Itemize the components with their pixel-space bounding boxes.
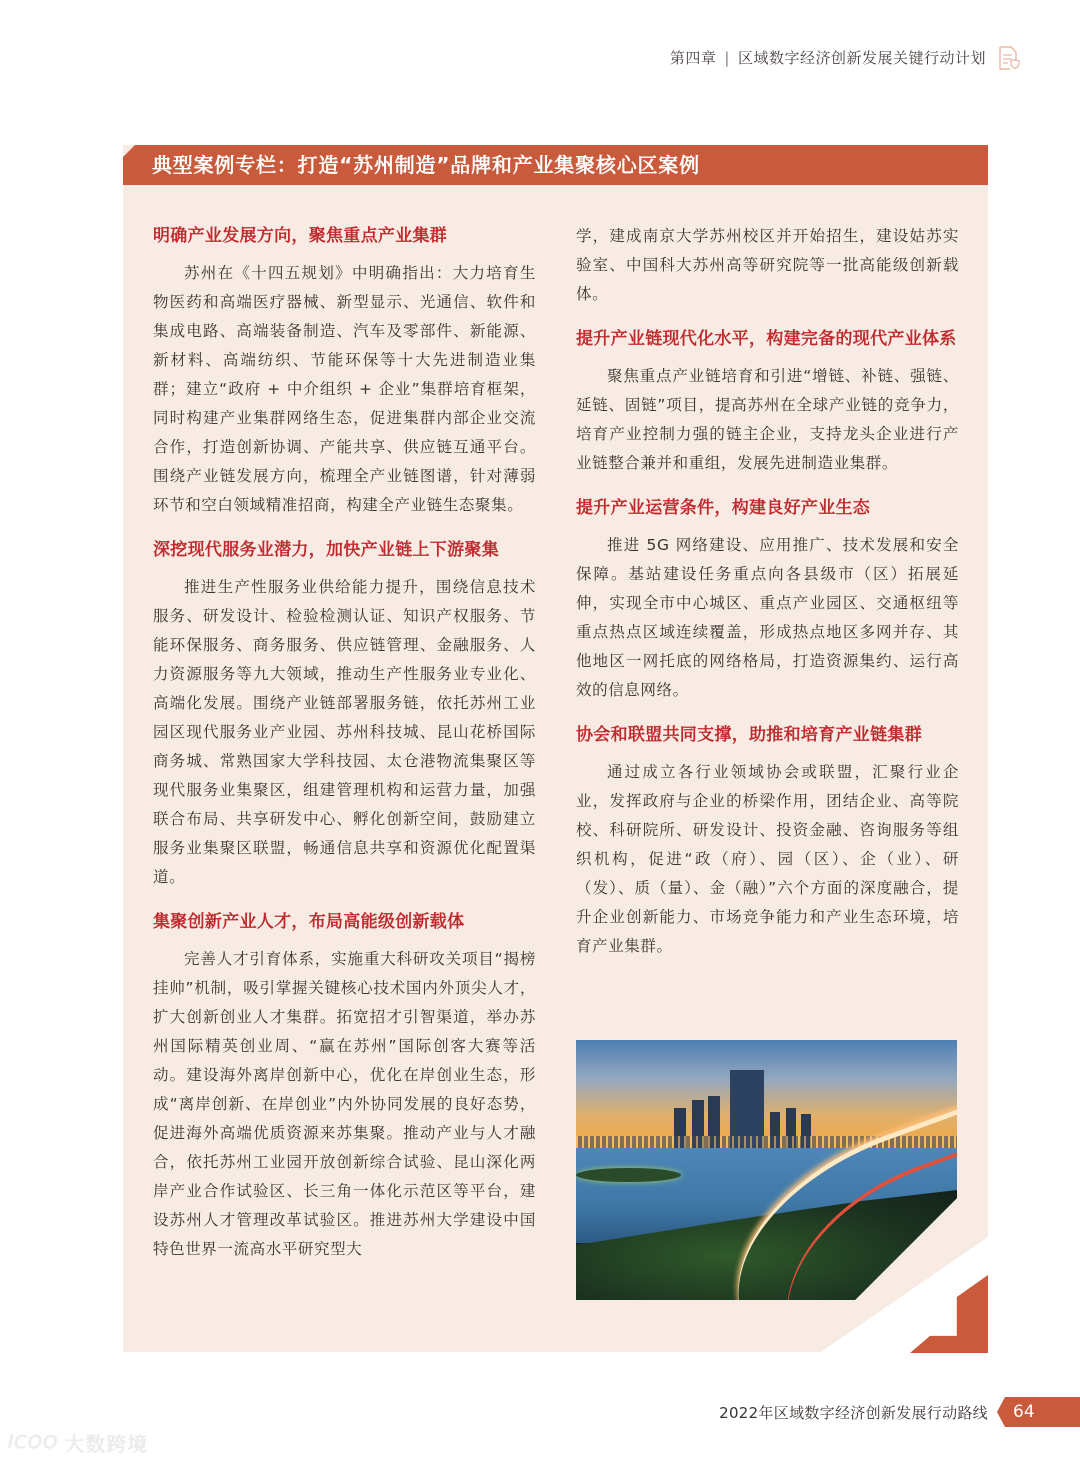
corner-chevron-decoration <box>910 1275 988 1353</box>
section-heading: 协会和联盟共同支撑，助推和培育产业链集群 <box>576 725 922 745</box>
section-heading: 提升产业链现代化水平，构建完备的现代产业体系 <box>576 329 957 349</box>
section-body: 聚焦重点产业链培育和引进“增链、补链、强链、延链、固链”项目，提高苏州在全球产业链的竞争力，培育产业控制力强的链主企业，支持龙头企业进行产业链整合兼并和重组，发展先进制造业集群。 <box>576 367 959 472</box>
watermark-logo-icon: ICOO <box>8 1432 59 1453</box>
section-heading: 明确产业发展方向，聚焦重点产业集群 <box>153 226 448 246</box>
section-body: 推进生产性服务业供给能力提升，围绕信息技术服务、研发设计、检验检测认证、知识产权服务、节能环保服务、商务服务、供应链管理、金融服务、人力资源服务等九大领域，推动生产性服务业专业化、高端化发展。围绕产业链部署服务链，依托苏州工业园区现代服务业产业园、苏州科技城、昆山花桥国际商务城、常熟国家大学科技园、太仓港物流集聚区等现代服务业集聚区，组建管理机构和运营力量，加强联合布局、共享研发中心、孵化创新空间，鼓励建立服务业集聚区联盟，畅通信息共享和资源优化配置渠道。 <box>153 578 536 886</box>
section-heading: 集聚创新产业人才，布局高能级创新载体 <box>153 912 465 932</box>
page-number-tab <box>997 1397 1080 1427</box>
footer-title: 2022年区域数字经济创新发展行动路线 <box>719 1404 988 1422</box>
section-body: 推进 5G 网络建设、应用推广、技术发展和安全保障。基站建设任务重点向各县级市（区）拓展延伸，实现全市中心城区、重点产业园区、交通枢纽等重点热点区域连续覆盖，形成热点地区多网并存、其他地区一网托底的网络格局，打造资源集约、运行高效的信息网络。 <box>576 536 959 699</box>
section-heading: 提升产业运营条件，构建良好产业生态 <box>576 498 871 518</box>
header-separator: | <box>724 48 730 67</box>
page-number: 64 <box>1013 1402 1035 1422</box>
section-heading: 深挖现代服务业潜力，加快产业链上下游聚集 <box>153 540 499 560</box>
case-study-title: 典型案例专栏：打造“苏州制造”品牌和产业集聚核心区案例 <box>152 153 700 177</box>
section-body: 完善人才引育体系，实施重大科研攻关项目“揭榜挂帅”机制，吸引掌握关键核心技术国内外顶尖人才，扩大创新创业人才集群。拓宽招才引智渠道，举办苏州国际精英创业周、“赢在苏州”国际创客大赛等活动。建设海外离岸创新中心，优化在岸创业生态，形成“离岸创新、在岸创业”内外协同发展的良好态势，促进海外高端优质资源来苏集聚。推动产业与人才融合，依托苏州工业园开放创新综合试验、昆山深化两岸产业合作试验区、长三角一体化示范区等平台，建设苏州人才管理改革试验区。推进苏州大学建设中国特色世界一流高水平研究型大 <box>153 950 536 1258</box>
watermark <box>8 1428 148 1457</box>
section-body: 通过成立各行业领域协会或联盟，汇聚行业企业，发挥政府与企业的桥梁作用，团结企业、高等院校、科研院所、研发设计、投资金融、咨询服务等组织机构，促进“政（府）、园（区）、企（业）、研（发）、质（量）、金（融）”六个方面的深度融合，提升企业创新能力、市场竞争能力和产业生态环境，培育产业集群。 <box>576 763 959 955</box>
chapter-label: 第四章 <box>669 49 717 67</box>
running-header <box>670 47 986 68</box>
right-column <box>576 222 959 961</box>
document-shield-icon <box>998 46 1020 70</box>
chapter-title: 区域数字经济创新发展关键行动计划 <box>737 49 986 67</box>
section-body-continued: 学，建成南京大学苏州校区并开始招生，建设姑苏实验室、中国科大苏州高等研究院等一批高能级创新载体。 <box>576 227 959 303</box>
watermark-text: 大数跨境 <box>64 1432 149 1456</box>
left-column <box>153 222 536 1264</box>
section-body: 苏州在《十四五规划》中明确指出：大力培育生物医药和高端医疗器械、新型显示、光通信、软件和集成电路、高端装备制造、汽车及零部件、新能源、新材料、高端纺织、节能环保等十大先进制造业集群；建立“政府 + 中介组织 + 企业”集群培育框架，同时构建产业集群网络生态，促进集群内部企业交流合作，打造创新协调、产能共享、供应链互通平台。围绕产业链发展方向，梳理全产业链图谱，针对薄弱环节和空白领域精准招商，构建全产业链生态聚集。 <box>153 264 536 514</box>
